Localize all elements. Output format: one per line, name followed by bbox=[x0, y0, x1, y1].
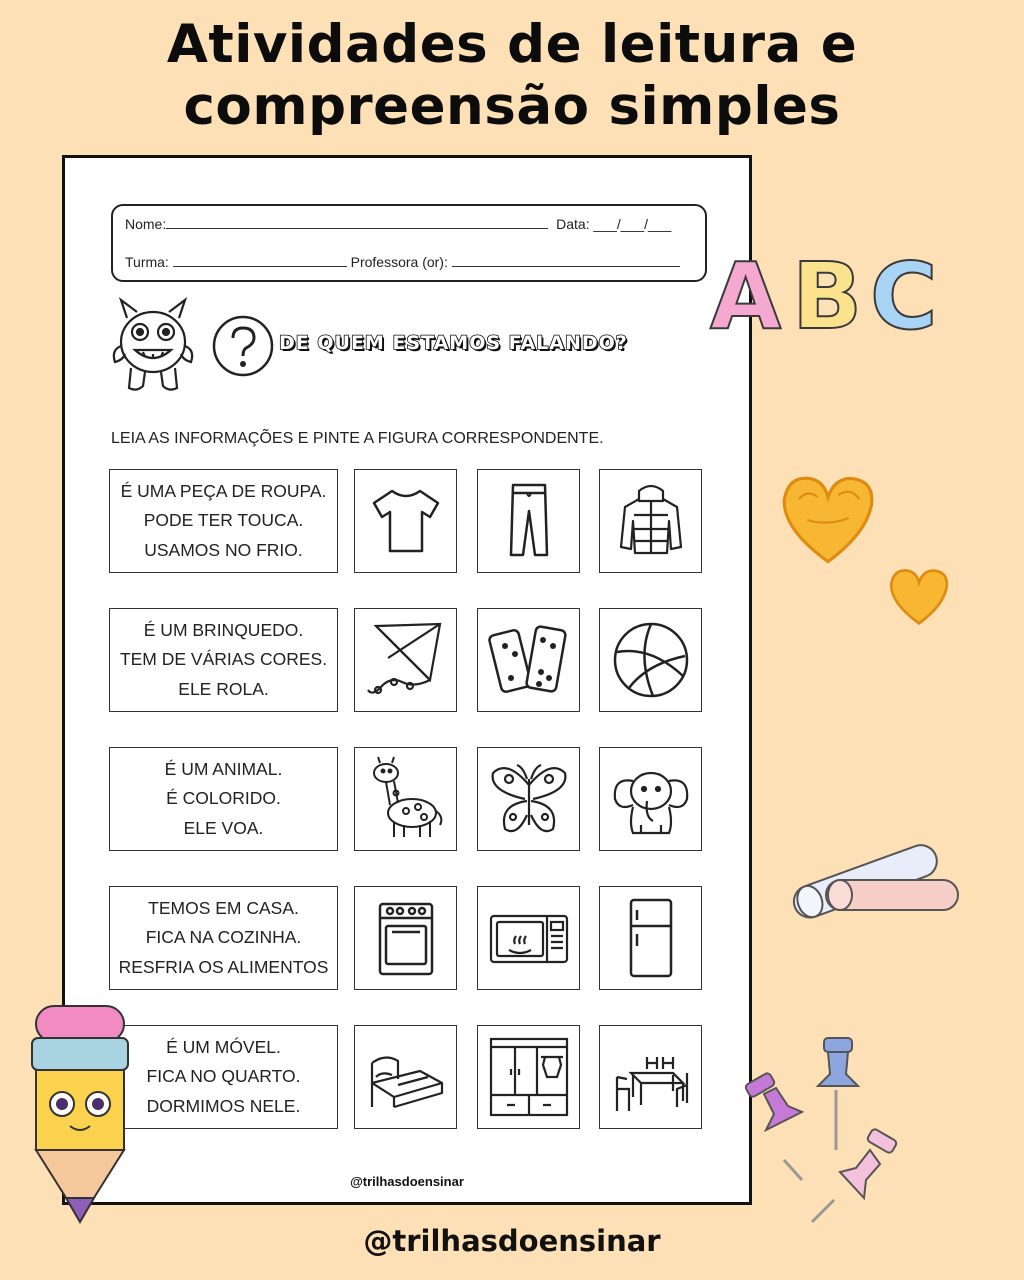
elephant-icon bbox=[607, 755, 695, 843]
option-tshirt[interactable] bbox=[354, 469, 457, 573]
exercise-row bbox=[109, 886, 709, 992]
option-butterfly[interactable] bbox=[477, 747, 580, 851]
option-microwave[interactable] bbox=[477, 886, 580, 990]
bed-icon bbox=[362, 1033, 450, 1121]
abc-letter-c: C bbox=[870, 243, 938, 340]
question-circle-icon bbox=[211, 314, 275, 378]
clue-box bbox=[109, 886, 338, 990]
page-title bbox=[0, 14, 1024, 138]
push-pins-icon bbox=[736, 1030, 916, 1230]
pencil-mascot-icon bbox=[28, 1000, 132, 1228]
option-bed[interactable] bbox=[354, 1025, 457, 1129]
option-wardrobe[interactable] bbox=[477, 1025, 580, 1129]
question-header bbox=[107, 296, 717, 396]
abc-letter-b: B bbox=[792, 243, 863, 340]
clue-line: É UM BRINQUEDO. bbox=[143, 619, 304, 640]
option-giraffe[interactable] bbox=[354, 747, 457, 851]
clue-line: PODE TER TOUCA. bbox=[143, 510, 304, 531]
teacher-label: Professora (or): bbox=[350, 254, 448, 270]
abc-letter-a: A bbox=[710, 243, 782, 340]
clue-line: TEM DE VÁRIAS CORES. bbox=[119, 649, 328, 670]
class-field[interactable] bbox=[173, 255, 347, 267]
footer-handle: @trilhasdoensinar bbox=[363, 1224, 661, 1258]
clue-line: FICA NA COZINHA. bbox=[145, 927, 302, 948]
clue-line: FICA NO QUARTO. bbox=[146, 1066, 301, 1087]
monster-icon bbox=[107, 296, 199, 396]
domino-icon bbox=[485, 616, 573, 704]
class-label: Turma: bbox=[125, 254, 169, 270]
name-label: Nome: bbox=[125, 216, 167, 232]
option-ball[interactable] bbox=[599, 608, 702, 712]
giraffe-icon bbox=[362, 755, 450, 843]
clue-box bbox=[109, 608, 338, 712]
kite-icon bbox=[362, 616, 450, 704]
clue-line: É COLORIDO. bbox=[166, 788, 281, 809]
option-dining-table[interactable] bbox=[599, 1025, 702, 1129]
sheet-footer-handle: @trilhasdoensinar bbox=[350, 1174, 464, 1189]
option-fridge[interactable] bbox=[599, 886, 702, 990]
t-shirt-icon bbox=[362, 477, 450, 565]
dining-table-icon bbox=[607, 1033, 695, 1121]
student-info-box bbox=[111, 204, 707, 282]
abc-decoration bbox=[708, 240, 956, 340]
worksheet bbox=[62, 155, 752, 1205]
clue-line: DORMIMOS NELE. bbox=[146, 1095, 301, 1116]
clue-box bbox=[109, 747, 338, 851]
question-title: DE QUEM ESTAMOS FALANDO? bbox=[279, 332, 628, 354]
fridge-icon bbox=[607, 894, 695, 982]
microwave-icon bbox=[485, 894, 573, 982]
wardrobe-icon bbox=[485, 1033, 573, 1121]
clue-line: É UM ANIMAL. bbox=[164, 758, 283, 779]
clue-line: USAMOS NO FRIO. bbox=[144, 539, 303, 560]
name-field[interactable] bbox=[166, 217, 548, 229]
instruction-text: LEIA AS INFORMAÇÕES E PINTE A FIGURA CORRESPONDENTE. bbox=[111, 430, 604, 447]
exercise-row bbox=[109, 747, 709, 853]
heart-small-icon bbox=[886, 562, 952, 632]
clue-line: ELE ROLA. bbox=[178, 678, 269, 699]
date-label: Data: bbox=[556, 216, 590, 232]
option-kite[interactable] bbox=[354, 608, 457, 712]
clue-box bbox=[109, 1025, 338, 1129]
pants-icon bbox=[485, 477, 573, 565]
exercise-row bbox=[109, 1025, 709, 1131]
exercise-row bbox=[109, 608, 709, 714]
option-stove[interactable] bbox=[354, 886, 457, 990]
clue-box bbox=[109, 469, 338, 573]
option-domino[interactable] bbox=[477, 608, 580, 712]
option-jacket[interactable] bbox=[599, 469, 702, 573]
exercise-row bbox=[109, 469, 709, 575]
date-field[interactable]: ___/___/___ bbox=[593, 216, 672, 232]
clue-line: RESFRIA OS ALIMENTOS bbox=[118, 956, 329, 977]
page-title-line-1: Atividades de leitura e bbox=[166, 14, 858, 75]
clue-line: É UM MÓVEL. bbox=[166, 1036, 281, 1057]
page-title-line-2: compreensão simples bbox=[183, 76, 841, 137]
ball-icon bbox=[607, 616, 695, 704]
option-elephant[interactable] bbox=[599, 747, 702, 851]
stove-icon bbox=[362, 894, 450, 982]
butterfly-icon bbox=[485, 755, 573, 843]
teacher-field[interactable] bbox=[452, 255, 680, 267]
clue-line: ELE VOA. bbox=[183, 817, 264, 838]
option-pants[interactable] bbox=[477, 469, 580, 573]
clue-line: É UMA PEÇA DE ROUPA. bbox=[120, 480, 327, 501]
jacket-icon bbox=[607, 477, 695, 565]
clue-line: TEMOS EM CASA. bbox=[148, 897, 299, 918]
heart-large-icon bbox=[776, 468, 880, 572]
chalk-icon bbox=[778, 814, 968, 930]
